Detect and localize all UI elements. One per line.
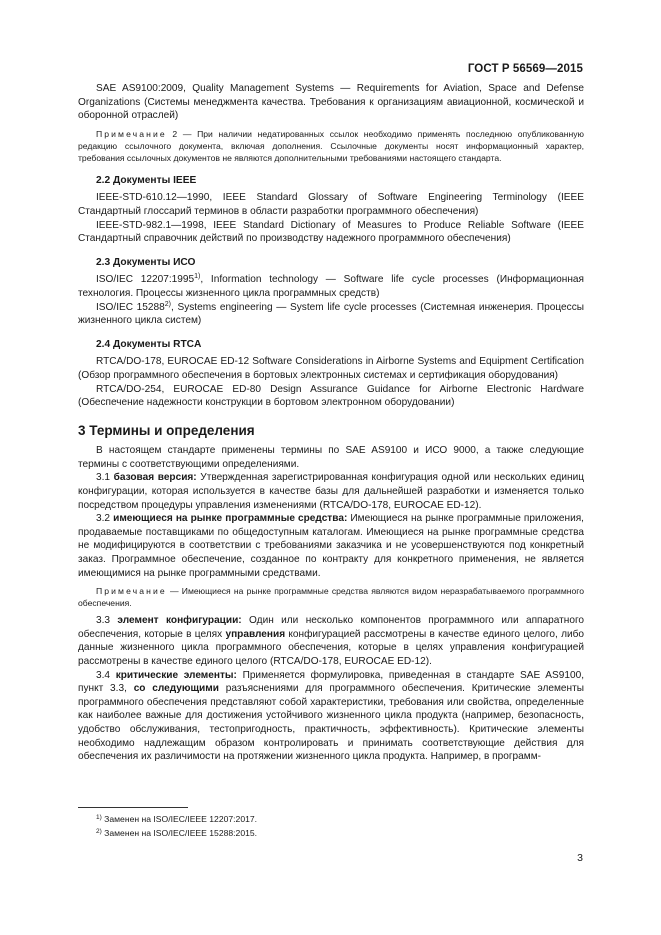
reference-ieee-610: IEEE-STD-610.12—1990, IEEE Standard Glossary of Software Engineering Terminology (IEEE Стандартный глоссарий терминов в области разработки программного обеспечения): [78, 192, 584, 217]
term-3-3-bold: управления: [225, 628, 286, 640]
page-number: 3: [577, 852, 583, 864]
iso-12207-title: , Information technology — Software life cycle processes (Информационная технология. Процессы жизненного цикла программных средств): [78, 274, 585, 299]
note-2-label: Примечание: [96, 128, 167, 139]
note-3-2-label: Примечание: [96, 586, 167, 597]
section-2-4-heading: 2.4 Документы RTCA: [96, 338, 202, 350]
page-body: [78, 82, 584, 764]
footnote-1: [96, 812, 257, 826]
term-3-1-term: базовая версия:: [113, 472, 197, 484]
reference-ieee-982-text: IEEE-STD-982.1—1998, IEEE Standard Dictionary of Measures to Produce Reliable Software (IEEE Стандартный справочник действий по производству надежного программного обеспечения): [78, 219, 584, 245]
footnote-separator: [78, 807, 188, 808]
note-3-2: [78, 585, 584, 609]
footnote-2-mark: 2): [96, 828, 102, 835]
term-3-4-definition-a: Применяется формулировка, приведенная в стандарте SAE AS9100, пункт 3.3,: [78, 669, 584, 695]
term-3-2: [78, 512, 584, 580]
section-2-3-heading: 2.3 Документы ИСО: [96, 256, 196, 268]
section-2-2-heading: 2.2 Документы IEEE: [96, 174, 197, 186]
footnotes: [96, 812, 257, 840]
footnote-ref-2: 2): [164, 300, 171, 308]
standard-code-header: ГОСТ Р 56569—2015: [467, 63, 583, 75]
footnote-2: [96, 826, 257, 840]
reference-rtca-do178: RTCA/DO-178, EUROCAE ED-12 Software Considerations in Airborne Systems and Equipment Certification (Обзор программного обеспечения в бортовых электронных системах и сертификация оборудования): [78, 356, 584, 381]
note-3-2-text: — Имеющиеся на рынке программные средства являются видом неразрабатываемого программного обеспечения.: [78, 586, 584, 609]
term-3-3: [78, 614, 584, 668]
note-2-text: 2 — При наличии недатированных ссылок необходимо применять последнюю опубликованную редакцию ссылочного документа, включая дополнения. Ссылочные документы носят информационный характер, требования ссылочных документов не являются дополнительными требованиями настоящего стандарта.: [78, 128, 584, 163]
term-3-1-definition: Утвержденная зарегистрированная конфигурация одной или нескольких единиц конфигурации, которая используется в качестве базы для дальнейшей разработки и изменяется только посредством процедуры управления изменениями (RTCA/DO-178, EUROCAE ED-12).: [78, 472, 584, 511]
term-3-2-definition: Имеющиеся на рынке программные приложения, продаваемые поставщиками по общедоступным каталогам. Имеющиеся на рынке программные средства не модифицируются в соответствии с требованиями заказчика и не усовершенствуются под конкретный заказ. Программное обеспечение, созданное по контракту для конкретного применения, не является имеющимися на рынке программными средствами.: [78, 513, 584, 579]
footnote-2-text: Заменен на ISO/IEC/IEEE 15288:2015.: [101, 828, 258, 838]
reference-iso-12207: [78, 273, 584, 300]
reference-iso-15288: [78, 301, 584, 328]
term-3-3-number: 3.3: [96, 615, 118, 627]
section-3-heading: 3 Термины и определения: [78, 422, 255, 438]
term-3-4: [78, 669, 584, 764]
term-3-4-bold: со следующими: [133, 683, 219, 695]
term-3-2-number: 3.2: [96, 513, 114, 525]
iso-12207-code: ISO/IEC 12207:1995: [96, 274, 195, 286]
term-3-3-definition-a: Один или несколько компонентов программного или аппаратного обеспечения, которые в целях: [78, 615, 585, 640]
term-3-1-number: 3.1: [96, 472, 114, 484]
reference-rtca-do254: RTCA/DO-254, EUROCAE ED-80 Design Assurance Guidance for Airborne Electronic Hardware (Обеспечение надежности конструкции в бортовом электронном оборудовании): [78, 383, 584, 409]
term-3-1: [78, 471, 584, 512]
footnote-1-mark: 1): [96, 814, 102, 821]
footnote-ref-1: 1): [194, 273, 201, 281]
term-3-2-term: имеющиеся на рынке программные средства:: [113, 513, 348, 525]
term-3-3-term: элемент конфигурации:: [117, 615, 242, 627]
section-3-intro: В настоящем стандарте применены термины по SAE AS9100 и ИСО 9000, а также следующие термины с соответствующими определениями.: [78, 445, 584, 470]
term-3-3-definition-b: конфигурацией рассмотрены в качестве единого целого, либо данные жизненного цикла программного обеспечения, которые в целях управления конфигурацией рассмотрены в качестве единого целого (RTCA/DO-178, EUROCAE ED-12).: [78, 628, 584, 667]
term-3-4-number: 3.4: [96, 669, 116, 681]
footnote-1-text: Заменен на ISO/IEC/IEEE 12207:2017.: [101, 814, 258, 824]
term-3-4-term: критические элементы:: [115, 669, 237, 681]
note-2: [78, 128, 584, 164]
reference-sae: SAE AS9100:2009, Quality Management Systems — Requirements for Aviation, Space and Defense Organizations (Системы менеджмента качества. Требования к организациям авиационной, космической и оборонной отраслей): [78, 83, 584, 122]
iso-15288-code: ISO/IEC 15288: [96, 301, 165, 313]
term-3-4-definition-b: разъяснениями для программного обеспечения. Критические элементы программного обеспечения представляют собой характеристики, требования или свойства, определенные как наиболее важные для достижения устойчивого жизненного цикла продукта (например, безопасность, удобство обслуживания, тестопригодность, практичность, эффективность). Критические элементы необходимо надлежащим образом контролировать и принимать соответствующие действия для обеспечения их различимости на протяжении жизненного цикла продукта. Например, в программ-: [78, 683, 584, 763]
iso-15288-title: , Systems engineering — System life cycle processes (Системная инженерия. Процессы жизненного цикла систем): [78, 301, 584, 327]
reference-ieee-982: [78, 219, 584, 246]
